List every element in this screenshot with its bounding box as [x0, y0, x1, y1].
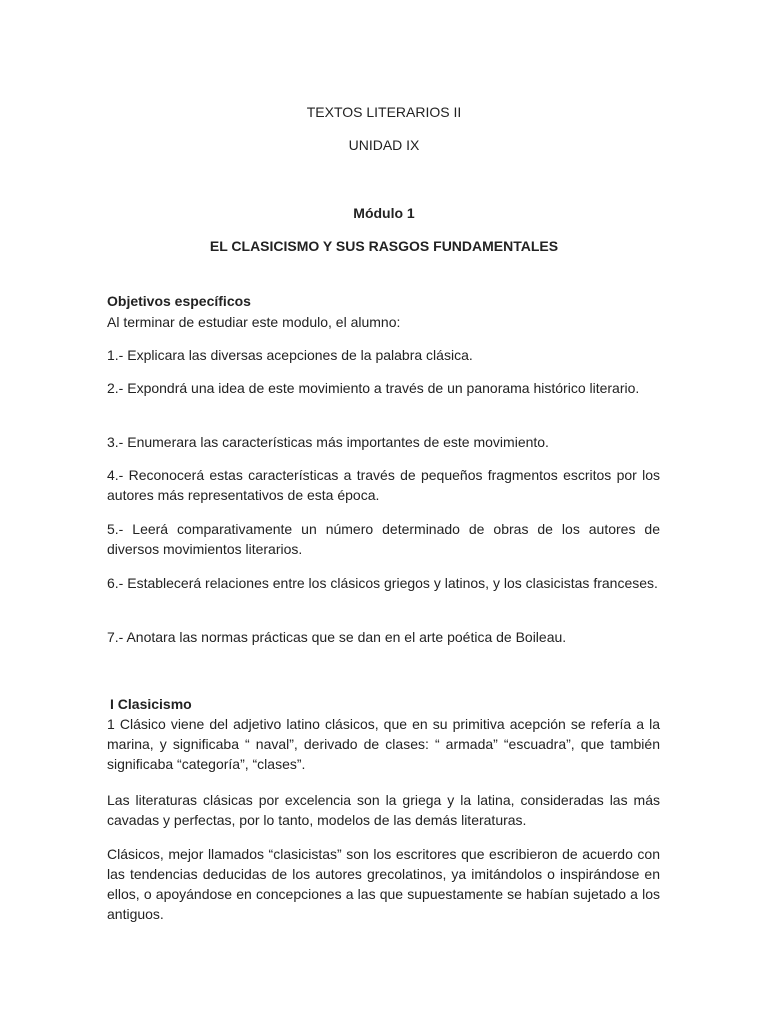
section-heading: I Clasicismo [110, 696, 192, 712]
objective-item-4: 4.- Reconocerá estas características a través de pequeños fragmentos escritos por los autores más representativos de esta época. [107, 467, 660, 503]
document-title: TEXTOS LITERARIOS II [306, 104, 462, 120]
objective-item-6: 6.- Establecerá relaciones entre los clásicos griegos y latinos, y los clasicistas franceses. [107, 575, 658, 591]
objective-item-5: 5.- Leerá comparativamente un número determinado de obras de los autores de diversos movimientos literarios. [107, 521, 660, 557]
objective-item-7: 7.- Anotara las normas prácticas que se dan en el arte poética de Boileau. [107, 629, 567, 645]
section-paragraph-2: Las literaturas clásicas por excelencia son la griega y la latina, consideradas las más cavadas y perfectas, por lo tanto, modelos de las demás literaturas. [107, 792, 660, 828]
module-title: EL CLASICISMO Y SUS RASGOS FUNDAMENTALES [209, 238, 559, 254]
section-paragraph-1: 1 Clásico viene del adjetivo latino clásicos, que en su primitiva acepción se refería a la marina, y significaba “ naval”, derivado de clases: “ armada” “escuadra”, que también significaba “categoría”, “clases”. [107, 716, 660, 772]
unit-label: UNIDAD IX [348, 137, 420, 153]
section-paragraph-3: Clásicos, mejor llamados “clasicistas” son los escritores que escribieron de acuerdo con las tendencias deducidas de los autores grecolatinos, ya imitándolos o inspirándose en ellos, o apoyándose en concepciones a las que supuestamente se habían sujetado a los antiguos. [107, 846, 660, 922]
objective-item-3: 3.- Enumerara las características más importantes de este movimiento. [107, 434, 549, 450]
objective-item-1: 1.- Explicara las diversas acepciones de la palabra clásica. [107, 347, 473, 363]
objectives-intro: Al terminar de estudiar este modulo, el alumno: [107, 314, 401, 330]
module-label: Módulo 1 [353, 205, 415, 221]
objectives-heading: Objetivos específicos [107, 293, 251, 309]
objective-item-2: 2.- Expondrá una idea de este movimiento a través de un panorama histórico literario. [107, 380, 640, 396]
